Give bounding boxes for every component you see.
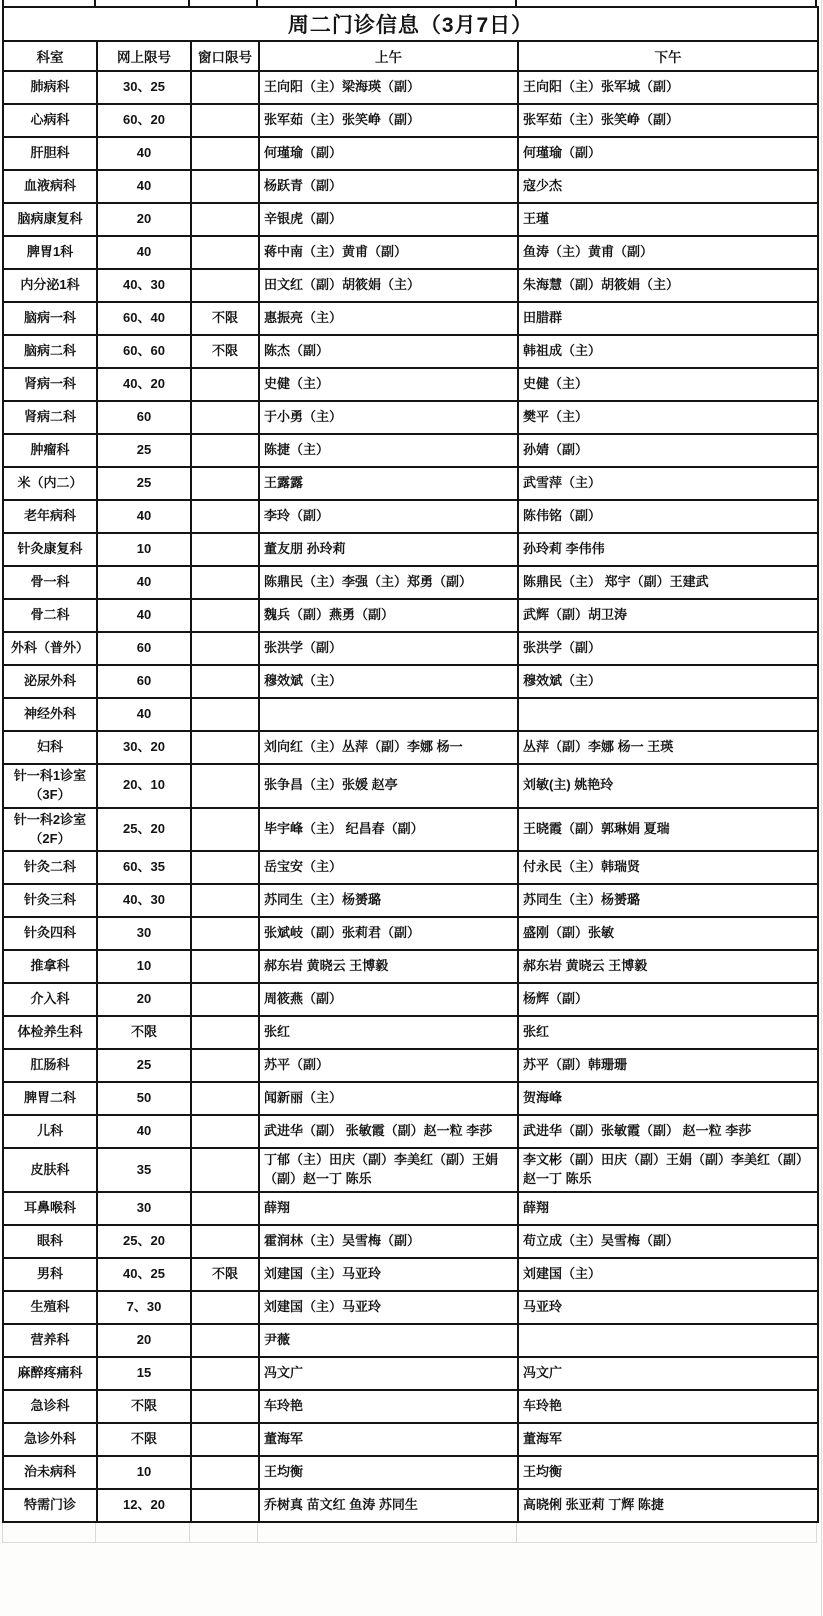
cell-online-quota: 40、25 [97, 1258, 191, 1291]
cell-morning: 薛翔 [259, 1192, 518, 1225]
cell-online-quota: 不限 [97, 1390, 191, 1423]
cell-department: 骨二科 [3, 599, 97, 632]
cell-morning: 王均衡 [259, 1456, 518, 1489]
cell-department: 心病科 [3, 104, 97, 137]
cell-afternoon: 薛翔 [518, 1192, 818, 1225]
cell-department: 眼科 [3, 1225, 97, 1258]
cell-afternoon: 苟立成（主）吴雪梅（副） [518, 1225, 818, 1258]
cell-department: 特需门诊 [3, 1489, 97, 1522]
cell-online-quota: 60、35 [97, 851, 191, 884]
cell-online-quota: 50 [97, 1082, 191, 1115]
column-header-online-quota: 网上限号 [97, 41, 191, 71]
cell-department: 泌尿外科 [3, 665, 97, 698]
table-row [3, 566, 818, 599]
table-row [3, 1148, 818, 1192]
cell-online-quota: 20 [97, 203, 191, 236]
cell-department: 介入科 [3, 983, 97, 1016]
table-row [3, 1357, 818, 1390]
table-row [3, 401, 818, 434]
cell-department: 神经外科 [3, 698, 97, 731]
table-row [3, 665, 818, 698]
table-row [3, 500, 818, 533]
table-row [3, 335, 818, 368]
cell-online-quota: 60、40 [97, 302, 191, 335]
cell-online-quota: 40、30 [97, 269, 191, 302]
cell-online-quota: 12、20 [97, 1489, 191, 1522]
cell-morning: 刘建国（主）马亚玲 [259, 1258, 518, 1291]
grid-sliver-cell [258, 0, 517, 6]
cell-morning: 周筱燕（副） [259, 983, 518, 1016]
cell-afternoon: 盛刚（副）张敏 [518, 917, 818, 950]
cell-morning: 董友朋 孙玲莉 [259, 533, 518, 566]
cell-online-quota: 20 [97, 983, 191, 1016]
cell-afternoon [518, 698, 818, 731]
cell-online-quota: 10 [97, 533, 191, 566]
cell-department: 儿科 [3, 1115, 97, 1148]
cell-morning: 张争昌（主）张媛 赵亭 [259, 764, 518, 808]
cell-afternoon: 苏平（副）韩珊珊 [518, 1049, 818, 1082]
cell-morning: 于小勇（主） [259, 401, 518, 434]
cell-department: 急诊外科 [3, 1423, 97, 1456]
cell-department: 脑病康复科 [3, 203, 97, 236]
sheet-edge-line [821, 0, 822, 1616]
table-row [3, 203, 818, 236]
cell-window-quota [191, 170, 259, 203]
table-row [3, 1489, 818, 1522]
cell-afternoon: 穆效斌（主） [518, 665, 818, 698]
cell-morning: 魏兵（副）燕勇（副） [259, 599, 518, 632]
cell-morning: 张军茹（主）张笑峥（副） [259, 104, 518, 137]
cell-morning: 何瑾瑜（副） [259, 137, 518, 170]
cell-morning: 王向阳（主）梁海瑛（副） [259, 71, 518, 104]
cell-department: 妇科 [3, 731, 97, 764]
cell-online-quota: 20、10 [97, 764, 191, 808]
cell-afternoon: 孙婧（副） [518, 434, 818, 467]
table-row [3, 764, 818, 808]
cell-morning: 张斌岐（副）张莉君（副） [259, 917, 518, 950]
cell-afternoon: 陈鼎民（主） 郑宇（副）王建武 [518, 566, 818, 599]
cell-department: 肾病二科 [3, 401, 97, 434]
cell-window-quota [191, 236, 259, 269]
cell-window-quota [191, 599, 259, 632]
table-row [3, 1258, 818, 1291]
table-row [3, 236, 818, 269]
cell-window-quota [191, 851, 259, 884]
cell-afternoon: 杨辉（副） [518, 983, 818, 1016]
cell-online-quota: 30 [97, 1192, 191, 1225]
cell-morning: 陈捷（主） [259, 434, 518, 467]
cell-morning: 穆效斌（主） [259, 665, 518, 698]
cell-morning: 乔树真 苗文红 鱼涛 苏同生 [259, 1489, 518, 1522]
table-row [3, 917, 818, 950]
schedule-table [2, 6, 819, 1523]
cell-morning: 冯文广 [259, 1357, 518, 1390]
cell-department: 肾病一科 [3, 368, 97, 401]
table-row [3, 302, 818, 335]
cell-online-quota: 40 [97, 500, 191, 533]
cell-online-quota: 60、20 [97, 104, 191, 137]
cell-morning: 刘建国（主）马亚玲 [259, 1291, 518, 1324]
cell-afternoon: 武雪萍（主） [518, 467, 818, 500]
table-row [3, 1115, 818, 1148]
cell-window-quota [191, 884, 259, 917]
cell-morning: 苏平（副） [259, 1049, 518, 1082]
cell-department: 推拿科 [3, 950, 97, 983]
table-row [3, 1456, 818, 1489]
column-header-department: 科室 [3, 41, 97, 71]
cell-morning: 苏同生（主）杨赟璐 [259, 884, 518, 917]
cell-afternoon: 丛萍（副）李娜 杨一 王瑛 [518, 731, 818, 764]
cell-afternoon: 王瑾 [518, 203, 818, 236]
cell-morning: 蒋中南（主）黄甫（副） [259, 236, 518, 269]
cell-window-quota [191, 1324, 259, 1357]
table-row [3, 1016, 818, 1049]
cell-window-quota [191, 401, 259, 434]
cell-department: 脑病一科 [3, 302, 97, 335]
cell-afternoon: 马亚玲 [518, 1291, 818, 1324]
table-row [3, 368, 818, 401]
grid-sliver-cell [2, 1523, 96, 1542]
cell-morning [259, 698, 518, 731]
title-row [3, 7, 818, 41]
cell-morning: 岳宝安（主） [259, 851, 518, 884]
cell-department: 外科（普外） [3, 632, 97, 665]
cell-department: 脾胃1科 [3, 236, 97, 269]
table-row [3, 1082, 818, 1115]
cell-window-quota [191, 368, 259, 401]
cell-afternoon: 韩祖成（主） [518, 335, 818, 368]
cell-window-quota [191, 1423, 259, 1456]
table-row [3, 71, 818, 104]
cell-department: 体检养生科 [3, 1016, 97, 1049]
cell-morning: 毕宇峰（主） 纪昌春（副） [259, 808, 518, 852]
cell-window-quota [191, 1082, 259, 1115]
cell-online-quota: 35 [97, 1148, 191, 1192]
cell-online-quota: 60 [97, 401, 191, 434]
cell-online-quota: 25 [97, 1049, 191, 1082]
cell-department: 肝胆科 [3, 137, 97, 170]
cell-afternoon: 张军茹（主）张笑峥（副） [518, 104, 818, 137]
top-grid-sliver [2, 0, 817, 6]
cell-online-quota: 60 [97, 632, 191, 665]
grid-sliver-cell [96, 0, 190, 6]
cell-window-quota [191, 71, 259, 104]
cell-window-quota [191, 104, 259, 137]
cell-afternoon: 寇少杰 [518, 170, 818, 203]
cell-department: 米（内二） [3, 467, 97, 500]
cell-online-quota: 7、30 [97, 1291, 191, 1324]
cell-morning: 辛银虎（副） [259, 203, 518, 236]
table-row [3, 1049, 818, 1082]
cell-window-quota [191, 808, 259, 852]
cell-afternoon: 张洪学（副） [518, 632, 818, 665]
cell-department: 麻醉疼痛科 [3, 1357, 97, 1390]
cell-afternoon: 武辉（副）胡卫涛 [518, 599, 818, 632]
table-row [3, 950, 818, 983]
cell-afternoon: 朱海慧（副）胡筱娟（主） [518, 269, 818, 302]
cell-morning: 霍润林（主）吴雪梅（副） [259, 1225, 518, 1258]
cell-online-quota: 15 [97, 1357, 191, 1390]
cell-window-quota [191, 698, 259, 731]
cell-window-quota [191, 1016, 259, 1049]
cell-department: 肛肠科 [3, 1049, 97, 1082]
cell-window-quota [191, 533, 259, 566]
cell-online-quota: 40 [97, 566, 191, 599]
cell-online-quota: 30 [97, 917, 191, 950]
cell-afternoon: 李文彬（副）田庆（副）王娟（副）李美红（副） 赵一丁 陈乐 [518, 1148, 818, 1192]
table-row [3, 698, 818, 731]
table-row [3, 533, 818, 566]
cell-window-quota [191, 1357, 259, 1390]
cell-department: 急诊科 [3, 1390, 97, 1423]
table-header-row [3, 41, 818, 71]
cell-department: 皮肤科 [3, 1148, 97, 1192]
cell-window-quota [191, 1225, 259, 1258]
cell-morning: 陈鼎民（主）李强（主）郑勇（副） [259, 566, 518, 599]
cell-online-quota: 不限 [97, 1016, 191, 1049]
cell-department: 营养科 [3, 1324, 97, 1357]
cell-afternoon: 冯文广 [518, 1357, 818, 1390]
cell-afternoon: 董海军 [518, 1423, 818, 1456]
cell-online-quota: 60 [97, 665, 191, 698]
cell-online-quota: 25 [97, 467, 191, 500]
cell-window-quota [191, 1192, 259, 1225]
table-row [3, 632, 818, 665]
cell-morning: 惠振亮（主） [259, 302, 518, 335]
cell-window-quota: 不限 [191, 1258, 259, 1291]
cell-online-quota: 30、25 [97, 71, 191, 104]
cell-afternoon: 王向阳（主）张军城（副） [518, 71, 818, 104]
cell-window-quota [191, 203, 259, 236]
table-row [3, 808, 818, 852]
cell-afternoon: 苏同生（主）杨赟璐 [518, 884, 818, 917]
cell-window-quota [191, 1489, 259, 1522]
table-row [3, 1390, 818, 1423]
cell-afternoon: 武进华（副）张敏霞（副） 赵一粒 李莎 [518, 1115, 818, 1148]
cell-department: 肺病科 [3, 71, 97, 104]
cell-department: 针灸康复科 [3, 533, 97, 566]
table-row [3, 467, 818, 500]
cell-window-quota: 不限 [191, 302, 259, 335]
table-row [3, 104, 818, 137]
cell-window-quota [191, 665, 259, 698]
cell-afternoon: 樊平（主） [518, 401, 818, 434]
cell-window-quota [191, 632, 259, 665]
cell-morning: 田文红（副）胡筱娟（主） [259, 269, 518, 302]
table-row [3, 884, 818, 917]
table-row [3, 599, 818, 632]
cell-department: 针一科1诊室（3F） [3, 764, 97, 808]
cell-online-quota: 40 [97, 1115, 191, 1148]
grid-sliver-cell [258, 1523, 517, 1542]
cell-morning: 武进华（副） 张敏霞（副）赵一粒 李莎 [259, 1115, 518, 1148]
table-row [3, 1291, 818, 1324]
cell-afternoon: 鱼涛（主）黄甫（副） [518, 236, 818, 269]
cell-afternoon: 车玲艳 [518, 1390, 818, 1423]
cell-department: 血液病科 [3, 170, 97, 203]
cell-morning: 丁郁（主）田庆（副）李美红（副）王娟（副）赵一丁 陈乐 [259, 1148, 518, 1192]
cell-online-quota: 20 [97, 1324, 191, 1357]
cell-window-quota [191, 269, 259, 302]
table-row [3, 851, 818, 884]
cell-department: 耳鼻喉科 [3, 1192, 97, 1225]
table-row [3, 137, 818, 170]
cell-morning: 李玲（副） [259, 500, 518, 533]
cell-morning: 尹薇 [259, 1324, 518, 1357]
cell-online-quota: 10 [97, 1456, 191, 1489]
cell-department: 针一科2诊室（2F） [3, 808, 97, 852]
grid-sliver-cell [517, 1523, 817, 1542]
cell-department: 内分泌1科 [3, 269, 97, 302]
cell-window-quota [191, 1390, 259, 1423]
cell-department: 脾胃二科 [3, 1082, 97, 1115]
table-row [3, 1225, 818, 1258]
cell-online-quota: 25、20 [97, 808, 191, 852]
cell-morning: 闻新丽（主） [259, 1082, 518, 1115]
cell-morning: 杨跃青（副） [259, 170, 518, 203]
cell-department: 脑病二科 [3, 335, 97, 368]
table-row [3, 983, 818, 1016]
cell-morning: 张红 [259, 1016, 518, 1049]
cell-morning: 张洪学（副） [259, 632, 518, 665]
cell-afternoon: 贺海峰 [518, 1082, 818, 1115]
cell-online-quota: 40、30 [97, 884, 191, 917]
cell-window-quota [191, 1291, 259, 1324]
cell-window-quota [191, 1456, 259, 1489]
cell-online-quota: 40 [97, 137, 191, 170]
cell-department: 生殖科 [3, 1291, 97, 1324]
cell-afternoon: 郝东岩 黄晓云 王博毅 [518, 950, 818, 983]
column-header-afternoon: 下午 [518, 41, 818, 71]
cell-window-quota [191, 1049, 259, 1082]
cell-online-quota: 40 [97, 698, 191, 731]
cell-window-quota [191, 137, 259, 170]
cell-window-quota [191, 467, 259, 500]
cell-online-quota: 40 [97, 236, 191, 269]
table-row [3, 731, 818, 764]
cell-window-quota [191, 1115, 259, 1148]
table-body [3, 71, 818, 1522]
cell-morning: 车玲艳 [259, 1390, 518, 1423]
cell-online-quota: 60、60 [97, 335, 191, 368]
cell-afternoon: 王均衡 [518, 1456, 818, 1489]
cell-afternoon: 王晓霞（副）郭琳娟 夏瑞 [518, 808, 818, 852]
cell-department: 老年病科 [3, 500, 97, 533]
table-row [3, 434, 818, 467]
cell-morning: 王露露 [259, 467, 518, 500]
column-header-window-quota: 窗口限号 [191, 41, 259, 71]
grid-sliver-cell [96, 1523, 190, 1542]
cell-department: 针灸四科 [3, 917, 97, 950]
page-title: 周二门诊信息（3月7日） [3, 7, 818, 41]
cell-department: 男科 [3, 1258, 97, 1291]
cell-department: 针灸三科 [3, 884, 97, 917]
table-row [3, 1192, 818, 1225]
grid-sliver-cell [190, 0, 258, 6]
cell-window-quota [191, 983, 259, 1016]
cell-online-quota: 30、20 [97, 731, 191, 764]
cell-afternoon: 史健（主） [518, 368, 818, 401]
cell-online-quota: 40 [97, 170, 191, 203]
cell-afternoon: 田腊群 [518, 302, 818, 335]
cell-window-quota [191, 566, 259, 599]
cell-morning: 董海军 [259, 1423, 518, 1456]
cell-window-quota [191, 434, 259, 467]
bottom-grid-sliver [2, 1523, 817, 1543]
cell-afternoon: 孙玲莉 李伟伟 [518, 533, 818, 566]
cell-afternoon: 高晓俐 张亚莉 丁辉 陈捷 [518, 1489, 818, 1522]
cell-department: 针灸二科 [3, 851, 97, 884]
cell-afternoon: 何瑾瑜（副） [518, 137, 818, 170]
cell-afternoon: 陈伟铭（副） [518, 500, 818, 533]
cell-morning: 史健（主） [259, 368, 518, 401]
grid-sliver-cell [517, 0, 817, 6]
table-row [3, 269, 818, 302]
cell-morning: 陈杰（副） [259, 335, 518, 368]
cell-afternoon [518, 1324, 818, 1357]
cell-online-quota: 25、20 [97, 1225, 191, 1258]
cell-afternoon: 张红 [518, 1016, 818, 1049]
cell-online-quota: 25 [97, 434, 191, 467]
cell-morning: 郝东岩 黄晓云 王博毅 [259, 950, 518, 983]
cell-afternoon: 刘敏(主) 姚艳玲 [518, 764, 818, 808]
cell-window-quota [191, 917, 259, 950]
cell-window-quota [191, 731, 259, 764]
cell-window-quota [191, 1148, 259, 1192]
cell-window-quota [191, 950, 259, 983]
cell-window-quota: 不限 [191, 335, 259, 368]
cell-online-quota: 不限 [97, 1423, 191, 1456]
cell-afternoon: 刘建国（主） [518, 1258, 818, 1291]
table-row [3, 1324, 818, 1357]
cell-window-quota [191, 500, 259, 533]
cell-department: 骨一科 [3, 566, 97, 599]
cell-window-quota [191, 764, 259, 808]
table-row [3, 170, 818, 203]
grid-sliver-cell [190, 1523, 258, 1542]
grid-sliver-cell [2, 0, 96, 6]
cell-morning: 刘向红（主）丛萍（副）李娜 杨一 [259, 731, 518, 764]
cell-department: 治未病科 [3, 1456, 97, 1489]
cell-online-quota: 10 [97, 950, 191, 983]
column-header-morning: 上午 [259, 41, 518, 71]
cell-online-quota: 40 [97, 599, 191, 632]
cell-afternoon: 付永民（主）韩瑞贤 [518, 851, 818, 884]
table-row [3, 1423, 818, 1456]
cell-online-quota: 40、20 [97, 368, 191, 401]
cell-department: 肿瘤科 [3, 434, 97, 467]
